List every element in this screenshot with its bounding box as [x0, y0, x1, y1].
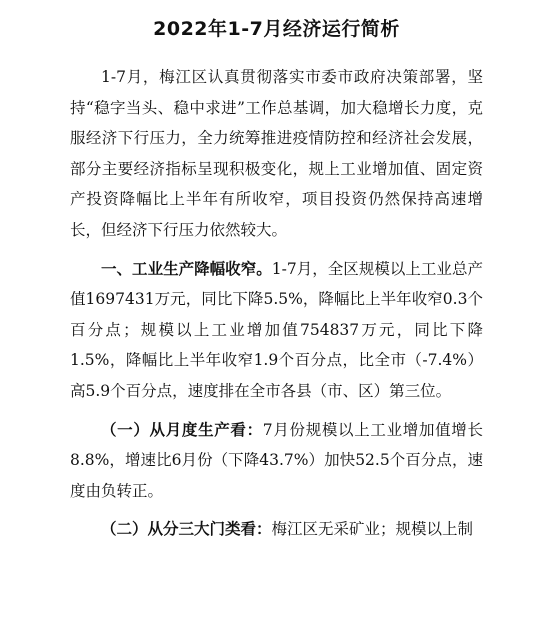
section-1-body: 1-7月，全区规模以上工业总产值1697431万元，同比下降5.5%，降幅比上半年收窄0.3个百分点；规模以上工业增加值754837万元，同比下降1.5%，降幅比上半年收窄1.9个百分点，比全市（-7.4%）高5.9个百分点，速度排在全市各县（市、区）第三位。 [70, 259, 483, 400]
subsection-2-paragraph [70, 514, 483, 545]
subsection-2-body: 梅江区无采矿业；规模以上制 [271, 520, 474, 539]
document-title: 2022年1-7月经济运行简析 [153, 18, 400, 40]
subsection-2-heading: （二）从分三大门类看： [101, 520, 272, 539]
subsection-1-heading: （一）从月度生产看： [101, 420, 263, 439]
subsection-1-body: 7月份规模以上工业增加值增长8.8%，增速比6月份（下降43.7%）加快52.5个百分点，速度由负转正。 [70, 420, 483, 500]
section-1-heading: 一、工业生产降幅收窄。 [101, 259, 272, 278]
subsection-1-paragraph [70, 415, 483, 507]
intro-paragraph: 1-7月，梅江区认真贯彻落实市委市政府决策部署，坚持“稳字当头、稳中求进”工作总基调，加大稳增长力度，克服经济下行压力，全力统筹推进疫情防控和经济社会发展，部分主要经济指标呈现积极变化，规上工业增加值、固定资产投资降幅比上半年有所收窄，项目投资仍然保持高速增长，但经济下行压力依然较大。 [70, 68, 483, 239]
section-1-paragraph [70, 254, 483, 407]
